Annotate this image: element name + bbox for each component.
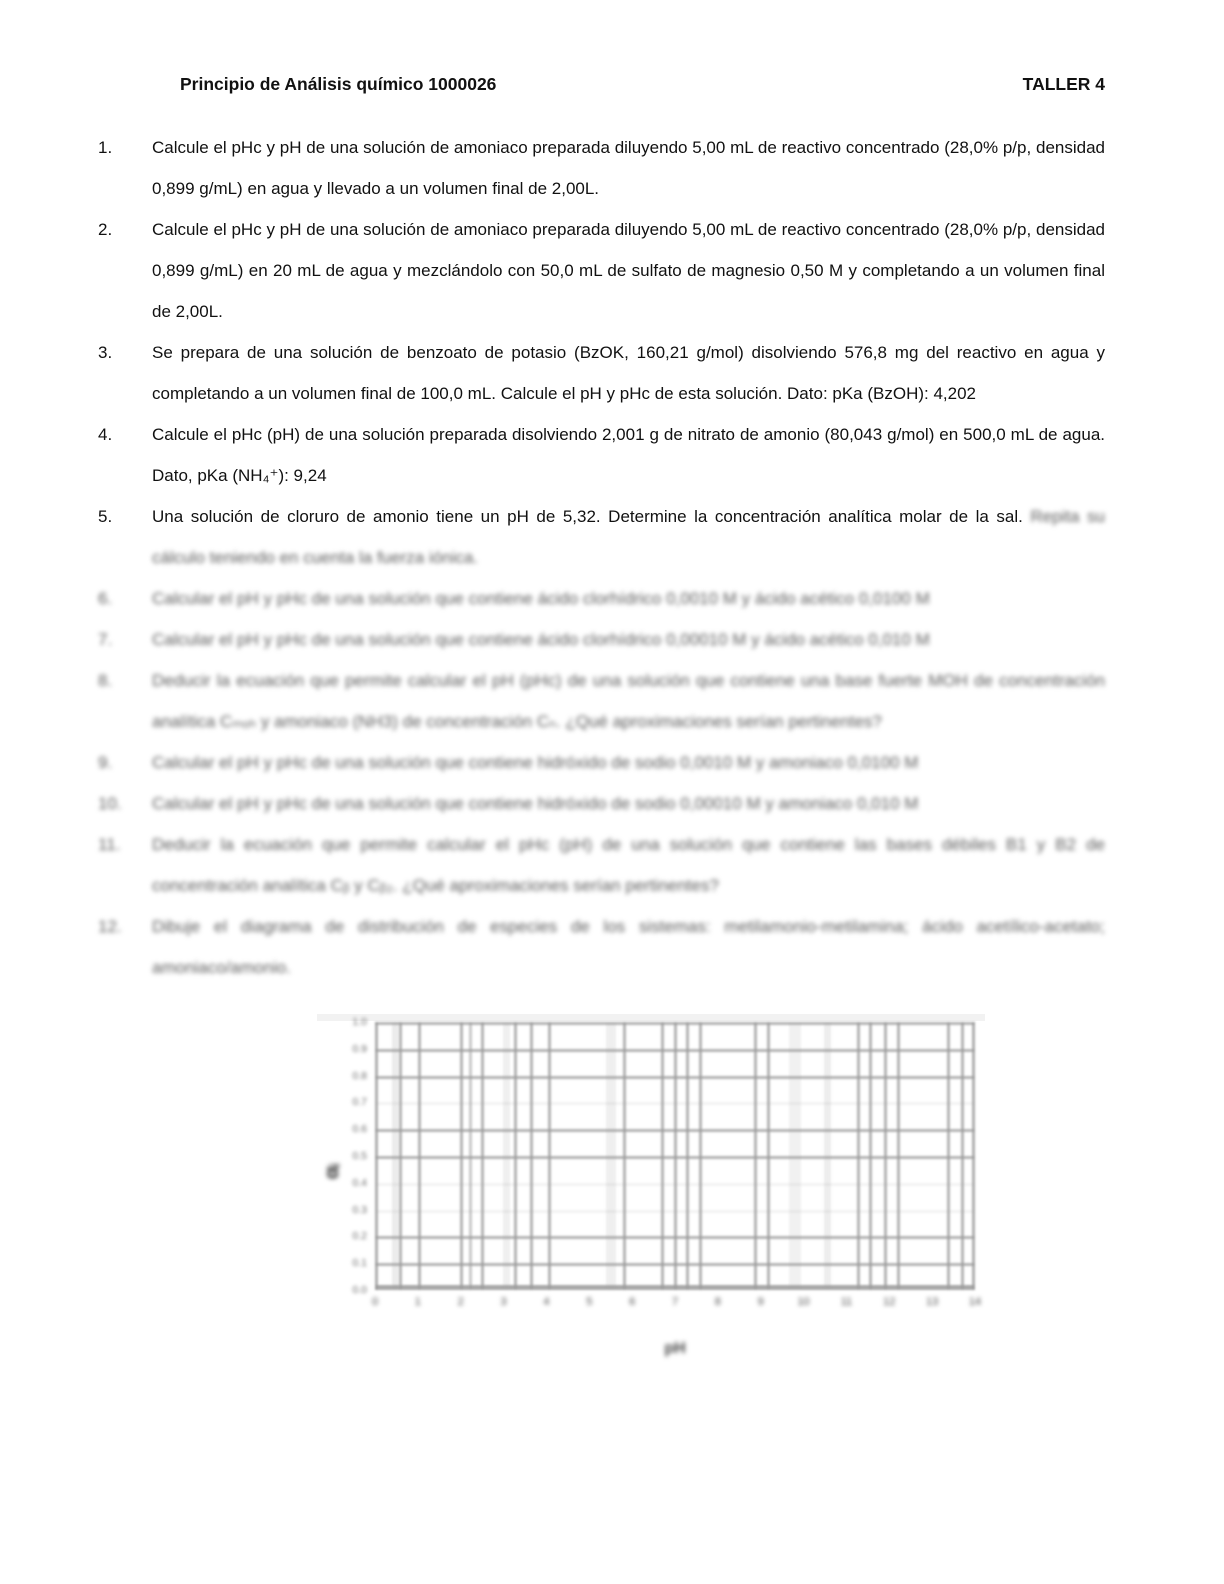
v-gridline: [503, 1022, 510, 1290]
question-item: [98, 783, 1105, 824]
plot-grid: [375, 1022, 975, 1290]
page-header: [98, 73, 1105, 95]
question-item: [98, 824, 1105, 906]
question-text-blurred: Calcular el pH y pHc de una solución que contiene hidróxido de sodio 0,00010 M y amoniaco 0,010 M: [152, 794, 919, 813]
v-gridline: [947, 1022, 950, 1290]
question-number: 6.: [98, 589, 113, 608]
v-gridline: [399, 1022, 402, 1290]
question-item: [98, 332, 1105, 414]
v-gridline: [623, 1022, 626, 1290]
x-tick-label: 6: [629, 1296, 636, 1308]
question-text-blurred: Repita su cálculo teniendo en cuenta la fuerza iónica.: [152, 507, 1105, 567]
v-gridline: [392, 1022, 398, 1290]
question-number: 11.: [98, 835, 121, 854]
y-tick-label: 0.4: [352, 1176, 367, 1189]
question-item: [98, 578, 1105, 619]
question-item: [98, 619, 1105, 660]
x-axis-label: pH: [664, 1340, 686, 1357]
question-number: 8.: [98, 671, 113, 690]
question-item: [98, 906, 1105, 988]
question-item: [98, 209, 1105, 332]
question-item: [98, 127, 1105, 209]
chart-top-band: [317, 1014, 985, 1021]
x-tick-label: 13: [926, 1296, 939, 1308]
question-text-blurred: Calcular el pH y pHc de una solución que contiene ácido clorhídrico 0,00010 M y ácido acético 0,010 M: [152, 630, 930, 649]
question-number: 4.: [98, 425, 113, 444]
question-number: 2.: [98, 220, 113, 239]
x-axis-ticks: [371, 1296, 982, 1314]
question-text-blurred: Dibuje el diagrama de distribución de especies de los sistemas: metilamonio-metilamina; ácido acetílico-acetato; amoniaco/amonio.: [152, 917, 1105, 977]
v-gridline: [857, 1022, 860, 1290]
y-tick-label: 0.9: [352, 1042, 367, 1055]
x-tick-label: 0: [371, 1296, 379, 1308]
v-gridline: [548, 1022, 551, 1290]
question-number: 3.: [98, 343, 113, 362]
question-item: [98, 414, 1105, 496]
v-gridline: [514, 1022, 517, 1290]
y-tick-label: 0.7: [352, 1096, 367, 1109]
question-list: [98, 127, 1105, 988]
x-tick-label: 10: [797, 1296, 810, 1308]
course-title: Principio de Análisis químico 1000026: [180, 74, 497, 94]
question-item: [98, 742, 1105, 783]
y-tick-label: 0.5: [352, 1150, 367, 1162]
y-tick-label: 0.0: [352, 1284, 367, 1296]
v-gridline: [824, 1022, 831, 1290]
v-gridline: [418, 1022, 421, 1290]
x-tick-label: 12: [883, 1296, 896, 1308]
v-gridline: [897, 1022, 900, 1290]
question-text-blurred: Deducir la ecuación que permite calcular el pHc (pH) de una solución que contiene las bases débiles B1 y B2 de concentración analítica Cᵦ y Cᵦ₂. ¿Qué aproximaciones serían pertinentes?: [152, 835, 1105, 895]
v-gridline: [661, 1022, 664, 1290]
v-gridline: [754, 1022, 757, 1290]
x-tick-label: 14: [968, 1296, 982, 1308]
x-tick-label: 4: [543, 1296, 550, 1308]
question-text: Una solución de cloruro de amonio tiene un pH de 5,32. Determine la concentración analítica molar de la sal.: [152, 507, 1031, 526]
v-gridline: [606, 1022, 616, 1290]
v-gridline: [375, 1022, 378, 1290]
y-tick-label: 0.8: [352, 1069, 367, 1082]
v-gridline: [469, 1022, 472, 1290]
question-text: Calcule el pHc y pH de una solución de amoniaco preparada diluyendo 5,00 mL de reactivo concentrado (28,0% p/p, densidad 0,899 g/mL) en 20 mL de agua y mezclándolo con 50,0 mL de sulfato de magnesio 0,50 M y completando a un volumen final de 2,00L.: [152, 220, 1105, 321]
v-gridline: [869, 1022, 872, 1290]
question-number: 10.: [98, 794, 122, 813]
y-axis-ticks: [343, 1016, 369, 1296]
question-number: 7.: [98, 630, 113, 649]
question-text: Calcule el pHc (pH) de una solución preparada disolviendo 2,001 g de nitrato de amonio (80,043 g/mol) en 500,0 mL de agua. Dato, pKa (NH₄⁺): 9,24: [152, 425, 1105, 485]
v-gridline: [530, 1022, 533, 1290]
v-gridline: [674, 1022, 677, 1290]
v-gridline: [767, 1022, 770, 1290]
y-tick-label: 0.3: [352, 1203, 367, 1216]
v-gridline: [686, 1022, 689, 1290]
v-gridline: [884, 1022, 887, 1290]
worksheet-title: TALLER 4: [1022, 74, 1105, 94]
question-number: 12.: [98, 917, 122, 936]
v-gridline: [972, 1022, 975, 1290]
y-tick-label: 0.6: [352, 1123, 367, 1136]
question-text-blurred: Calcular el pH y pHc de una solución que contiene ácido clorhídrico 0,0010 M y ácido acético 0,0100 M: [152, 589, 930, 608]
y-tick-label: 1.0: [352, 1016, 367, 1028]
x-tick-label: 3: [500, 1296, 507, 1308]
x-tick-label: 8: [714, 1296, 721, 1308]
v-gridline: [481, 1022, 484, 1290]
question-text-blurred: Calcular el pH y pHc de una solución que contiene hidróxido de sodio 0,0010 M y amoniaco 0,0100 M: [152, 753, 919, 772]
v-gridline: [789, 1022, 801, 1290]
x-tick-label: 1: [414, 1296, 421, 1308]
v-gridline: [460, 1022, 463, 1290]
question-text: Calcule el pHc y pH de una solución de amoniaco preparada diluyendo 5,00 mL de reactivo concentrado (28,0% p/p, densidad 0,899 g/mL) en agua y llevado a un volumen final de 2,00L.: [152, 138, 1105, 198]
v-gridline: [699, 1022, 702, 1290]
question-number: 5.: [98, 507, 113, 526]
x-tick-label: 11: [840, 1296, 853, 1308]
x-tick-label: 9: [757, 1296, 764, 1308]
x-tick-label: 7: [671, 1296, 679, 1308]
question-number: 9.: [98, 753, 113, 772]
distribution-chart: [321, 1016, 1009, 1358]
question-number: 1.: [98, 138, 113, 157]
y-axis-label: αᵢ: [321, 1163, 344, 1180]
y-tick-label: 0.1: [352, 1257, 367, 1270]
x-tick-label: 2: [457, 1296, 464, 1308]
x-tick-label: 5: [586, 1296, 593, 1308]
question-text: Se prepara de una solución de benzoato de potasio (BzOK, 160,21 g/mol) disolviendo 576,8 mg del reactivo en agua y completando a un volumen final de 100,0 mL. Calcule el pH y pHc de esta solución. Dato: pKa (BzOH): 4,202: [152, 343, 1105, 403]
question-item: [98, 660, 1105, 742]
question-text-blurred: Deducir la ecuación que permite calcular el pH (pHc) de una solución que contiene una base fuerte MOH de concentración analítica Cₘₒₕ y amoniaco (NH3) de concentración Cₙ. ¿Qué aproximaciones serían pertinentes?: [152, 671, 1105, 731]
question-item: [98, 496, 1105, 578]
v-gridline: [961, 1022, 964, 1290]
y-tick-label: 0.2: [352, 1230, 367, 1243]
